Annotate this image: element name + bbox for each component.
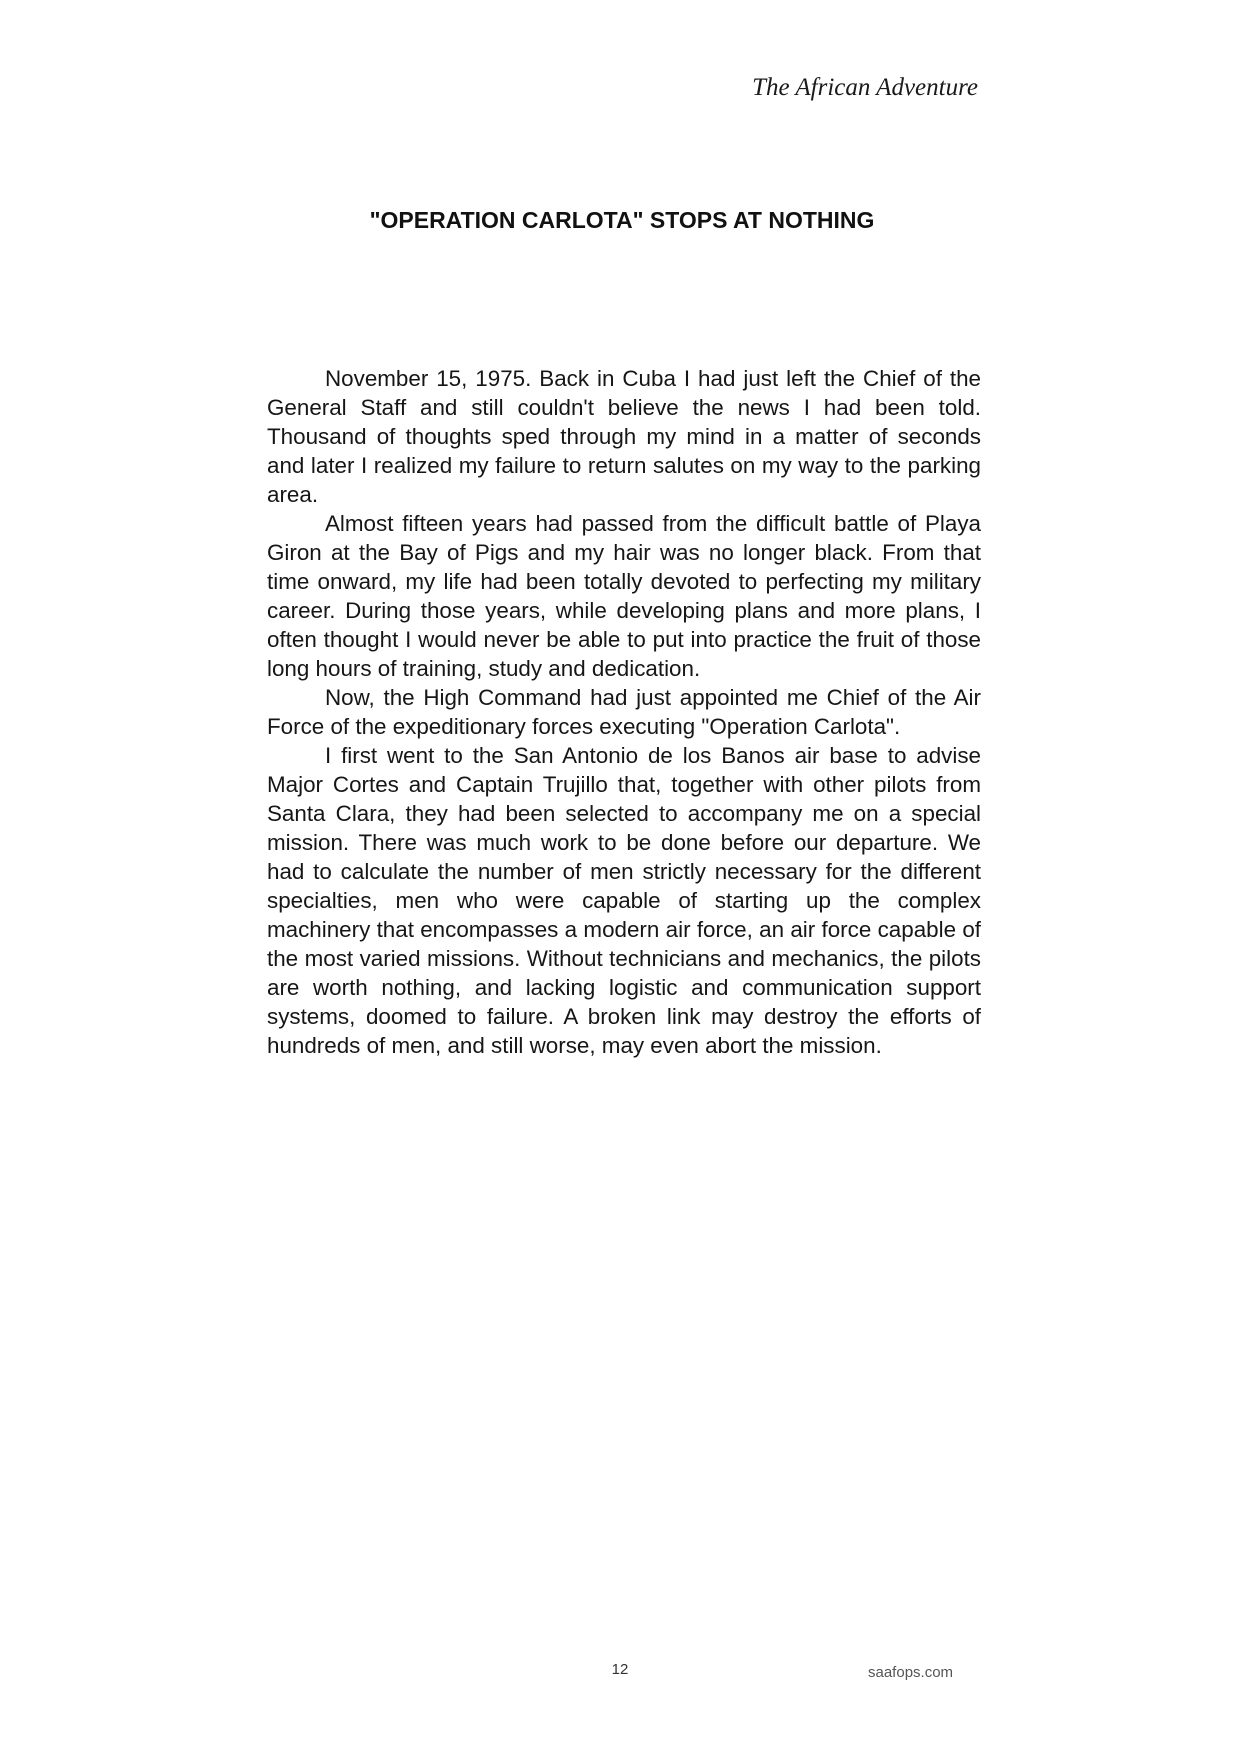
body-text <box>267 364 981 1060</box>
page-number: 12 <box>611 1661 629 1678</box>
running-header: The African Adventure <box>752 74 978 101</box>
paragraph: Now, the High Command had just appointed me Chief of the Air Force of the expeditionary forces executing "Operation Carlota". <box>267 685 981 739</box>
paragraph: I first went to the San Antonio de los Banos air base to advise Major Cortes and Captain Trujillo that, together with other pilots from Santa Clara, they had been selected to accompany me on a special mission. There was much work to be done before our departure. We had to calculate the number of men strictly necessary for the different specialties, men who were capable of starting up the complex machinery that encompasses a modern air force, an air force capable of the most varied missions. Without technicians and mechanics, the pilots are worth nothing, and lacking logistic and communication support systems, doomed to failure. A broken link may destroy the efforts of hundreds of men, and still worse, may even abort the mission. <box>267 743 981 1058</box>
paragraph: Almost fifteen years had passed from the difficult battle of Playa Giron at the Bay of Pigs and my hair was no longer black. From that time onward, my life had been totally devoted to perfecting my military career. During those years, while developing plans and more plans, I often thought I would never be able to put into practice the fruit of those long hours of training, study and dedication. <box>267 511 981 681</box>
chapter-title: "OPERATION CARLOTA" STOPS AT NOTHING <box>369 207 875 233</box>
site-credit: saafops.com <box>868 1664 954 1681</box>
paragraph: November 15, 1975. Back in Cuba I had just left the Chief of the General Staff and still couldn't believe the news I had been told. Thousand of thoughts sped through my mind in a matter of seconds and later I realized my failure to return salutes on my way to the parking area. <box>267 366 981 507</box>
